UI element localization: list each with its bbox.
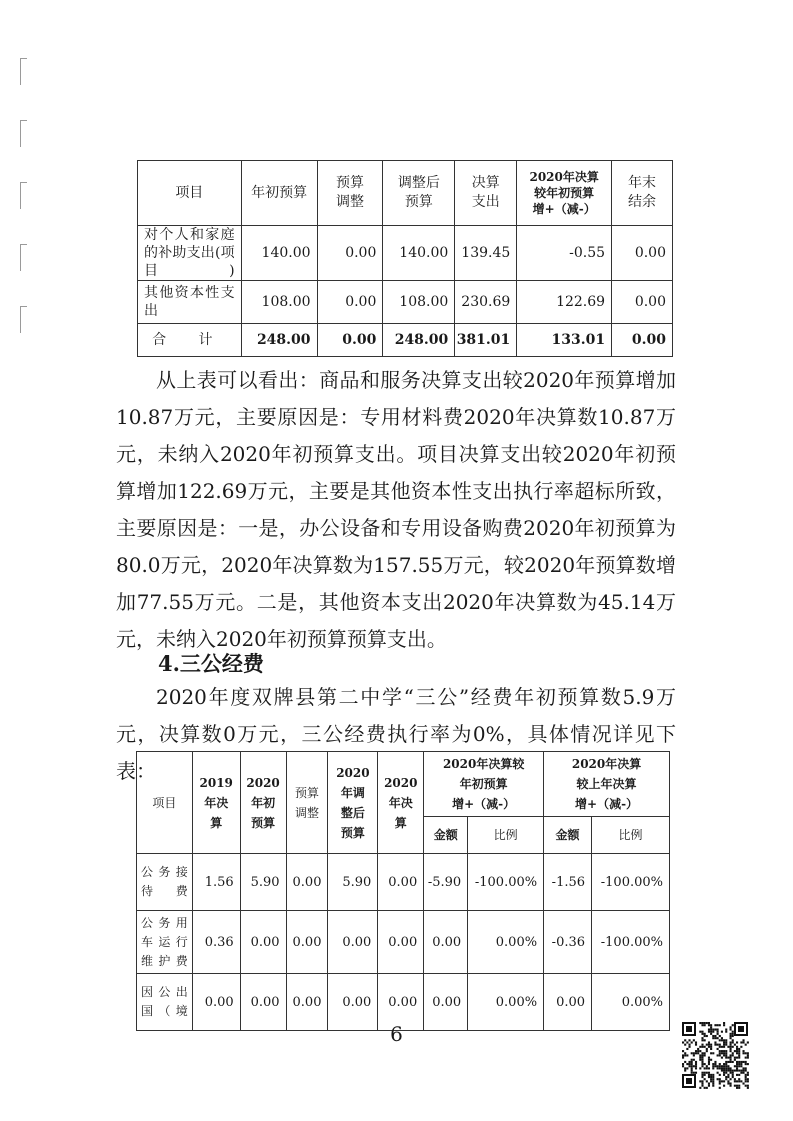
page-number: 6 <box>390 1022 403 1046</box>
cell: 0.00 <box>612 226 673 281</box>
cell: 0.00 <box>286 974 328 1031</box>
cell: 0.00 <box>424 911 468 974</box>
cell: 133.01 <box>517 324 612 357</box>
table-header-row <box>137 752 670 817</box>
cell: -1.56 <box>544 854 592 911</box>
analysis-paragraph <box>116 362 676 658</box>
cell: 0.00% <box>468 911 544 974</box>
header-final-expenditure: 决算 支出 <box>455 161 517 226</box>
header-amount: 金额 <box>424 817 468 854</box>
cell: -5.90 <box>424 854 468 911</box>
header-year-end-balance: 年末 结余 <box>612 161 673 226</box>
row-name: 公务接待费 <box>137 854 193 911</box>
cell: 0.00 <box>317 281 383 324</box>
cell: 0.00 <box>192 974 240 1031</box>
cell: 0.00 <box>378 974 424 1031</box>
table-total-row <box>138 324 673 357</box>
cell: 0.00 <box>424 974 468 1031</box>
cell: 0.00 <box>286 911 328 974</box>
cell: 230.69 <box>455 281 517 324</box>
cell: 0.36 <box>192 911 240 974</box>
header-change: 2020年决算 较年初预算 增+（减-） <box>517 161 612 226</box>
cell: 140.00 <box>383 226 455 281</box>
project-expenditure-table <box>137 160 673 357</box>
cell: 0.00 <box>240 974 286 1031</box>
margin-mark <box>20 244 27 271</box>
margin-mark <box>20 306 27 333</box>
cell: -0.55 <box>517 226 612 281</box>
cell: 0.00 <box>378 911 424 974</box>
paragraph-text: 从上表可以看出：商品和服务决算支出较2020年预算增加10.87万元，主要原因是：专用材料费2020年决算数10.87万元，未纳入2020年初预算支出。项目决算支出较2020年初预算增加122.69万元，主要是其他资本性支出执行率超标所致，主要原因是：一是，办公设备和专用设备购费2020年初预算为80.0万元，2020年决算数为157.55万元，较2020年预算数增加77.55万元。二是，其他资本支出2020年决算数为45.14万元，未纳入2020年初预算预算支出。 <box>116 368 676 651</box>
cell: 0.00 <box>240 911 286 974</box>
header-change-vs-last-year: 2020年决算 较上年决算 增+（减-） <box>544 752 670 817</box>
cell: 248.00 <box>241 324 317 357</box>
table-row <box>137 854 670 911</box>
cell: 381.01 <box>455 324 517 357</box>
section-heading: 4.三公经费 <box>158 651 264 676</box>
cell: -0.36 <box>544 911 592 974</box>
cell: 0.00 <box>317 324 383 357</box>
table-row <box>138 226 673 281</box>
header-adjusted-budget: 调整后 预算 <box>383 161 455 226</box>
cell: -100.00% <box>468 854 544 911</box>
cell: 1.56 <box>192 854 240 911</box>
cell: 140.00 <box>241 226 317 281</box>
header-ratio: 比例 <box>468 817 544 854</box>
cell: 5.90 <box>240 854 286 911</box>
cell: 122.69 <box>517 281 612 324</box>
qr-code-icon <box>680 1020 750 1090</box>
header-ratio: 比例 <box>592 817 670 854</box>
row-name: 合 计 <box>138 324 242 357</box>
cell: 0.00% <box>468 974 544 1031</box>
cell: -100.00% <box>592 854 670 911</box>
table-row <box>137 911 670 974</box>
header-adjusted: 2020 年调 整后 预算 <box>328 752 378 854</box>
cell: -100.00% <box>592 911 670 974</box>
cell: 0.00 <box>612 281 673 324</box>
cell: 108.00 <box>241 281 317 324</box>
header-amount: 金额 <box>544 817 592 854</box>
three-public-expenses-table <box>136 751 670 1031</box>
cell: 0.00 <box>612 324 673 357</box>
cell: 0.00 <box>544 974 592 1031</box>
cell: 139.45 <box>455 226 517 281</box>
cell: 0.00 <box>328 974 378 1031</box>
cell: 0.00 <box>328 911 378 974</box>
table-header-row <box>138 161 673 226</box>
table-row <box>138 281 673 324</box>
header-change-vs-initial: 2020年决算较 年初预算 增+（减-） <box>424 752 544 817</box>
cell: 248.00 <box>383 324 455 357</box>
margin-mark <box>20 58 27 85</box>
cell: 0.00 <box>378 854 424 911</box>
cell: 5.90 <box>328 854 378 911</box>
header-adjust: 预算 调整 <box>286 752 328 854</box>
cell: 0.00% <box>592 974 670 1031</box>
row-name: 公务用车运行维护费 <box>137 911 193 974</box>
header-budget-adjust: 预算 调整 <box>317 161 383 226</box>
cell: 0.00 <box>286 854 328 911</box>
header-initial-budget: 年初预算 <box>241 161 317 226</box>
header-item: 项目 <box>138 161 242 226</box>
row-name: 其他资本性支出 <box>138 281 242 324</box>
row-name: 对个人和家庭的补助支出(项目) <box>138 226 242 281</box>
header-item: 项目 <box>137 752 193 854</box>
header-2019-final: 2019 年决 算 <box>192 752 240 854</box>
header-2020-final: 2020 年决 算 <box>378 752 424 854</box>
row-name: 因公出国（境 <box>137 974 193 1031</box>
header-2020-initial: 2020 年初 预算 <box>240 752 286 854</box>
cell: 108.00 <box>383 281 455 324</box>
paragraph-text: 2020年度双牌县第二中学“三公”经费年初预算数5.9万元，决算数0万元，三公经费执行率为0%，具体情况详见下表： <box>116 685 676 783</box>
margin-mark <box>20 182 27 209</box>
margin-mark <box>20 120 27 147</box>
cell: 0.00 <box>317 226 383 281</box>
